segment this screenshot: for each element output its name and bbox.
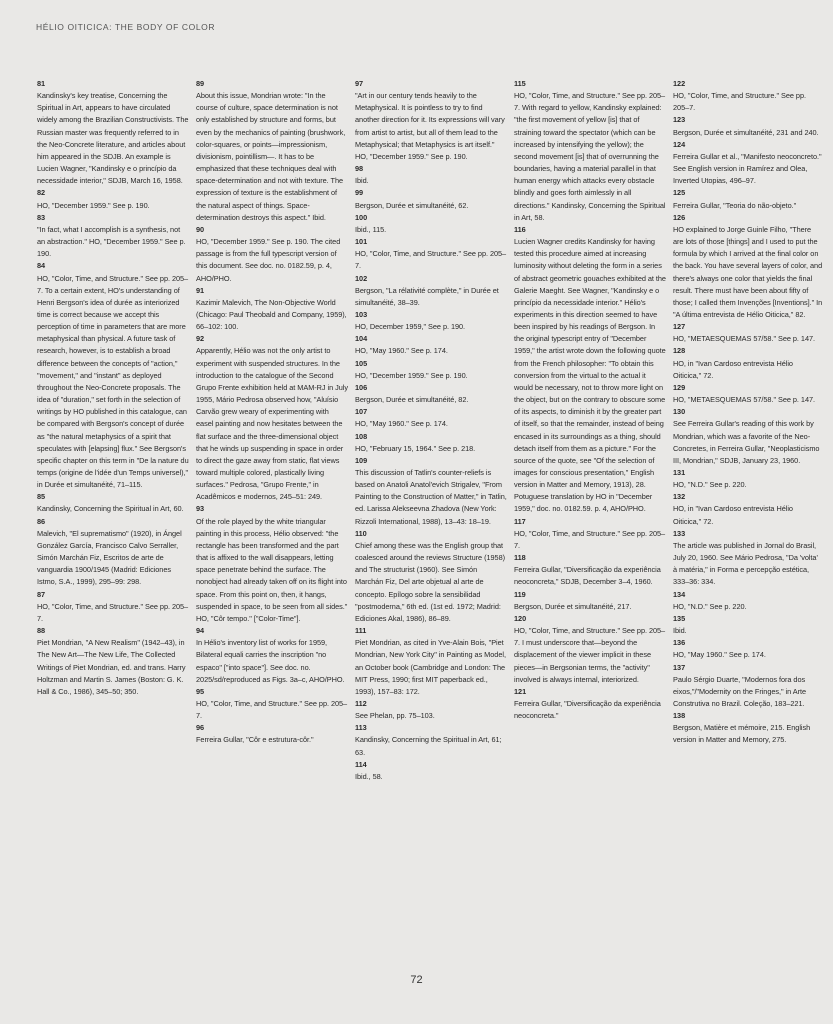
endnote-text: HO, "N.D." See p. 220. bbox=[673, 480, 747, 490]
endnote bbox=[196, 503, 348, 625]
endnote-text: Bergson, Durée et simultanéité, 82. bbox=[355, 395, 469, 405]
endnote bbox=[355, 431, 507, 455]
endnote bbox=[196, 625, 348, 686]
endnote-text: Ferreira Gullar, "Teoria do não-objeto." bbox=[673, 200, 797, 210]
page-number: 72 bbox=[410, 974, 423, 986]
endnote-number: 98 bbox=[355, 164, 364, 174]
endnote-text: Bergson, Matière et mémoire, 215. English version in Matter and Memory, 275. bbox=[673, 723, 811, 745]
endnote bbox=[673, 114, 823, 138]
endnote-number: 110 bbox=[355, 528, 367, 538]
endnote bbox=[514, 78, 666, 224]
endnote-number: 103 bbox=[355, 309, 368, 319]
endnote-number: 121 bbox=[514, 686, 527, 696]
endnote-number: 129 bbox=[673, 382, 686, 392]
endnote bbox=[355, 759, 507, 783]
endnote bbox=[355, 187, 507, 211]
endnote-text: In Hélio's inventory list of works for 1959, Bilateral equali carries the inscription "no espaco" ["into space"]. See doc. no. 2025/sd/reproduced as Figs. 3a–c, AHO/PHO. bbox=[196, 638, 345, 684]
endnote bbox=[355, 236, 507, 272]
endnote-text: Bergson, Durée et simultanéité, 217. bbox=[514, 601, 632, 611]
endnote-number: 133 bbox=[673, 528, 686, 538]
endnote-text: This discussion of Tatlin's counter-reliefs is based on Anatoli Anatol'evich Strigalev, "From Painting to the Construction of Matter," in Tatlin, ed. Larissa Alekseevna Zhadova (New York: Rizzoli International, 1988), 13–43: 18–19. bbox=[355, 468, 507, 526]
endnote-text: HO, "Color, Time, and Structure." See pp. 205–7. To a certain extent, HO's understanding of Henri Bergson's idea of durée as interiorized time is correct because we accept this perception of time in parameters that are more metaphysical than physical. A future task of research, however, is to establish a broad difference between the concepts of "action," "movement," and "instant" as deployed throughout the Neo-Concrete proposals. The idea of "duration," set forth in the selection of writings by HO published in this catalogue, can be compared with Bergson's concept of durée as "the natural metaphysics of a spirit that speculates with [elapsing] flux." See Bergson's specific chapter on this term in "De la nature du temps (origine de l'idée d'un Temps universel)," in Durée et simultanéité, 71–115. bbox=[37, 273, 189, 490]
endnote-number: 134 bbox=[673, 589, 686, 599]
endnote bbox=[673, 710, 823, 746]
endnote-text: Ferreira Gullar, "Diversificação da experiência neoconcreta." bbox=[514, 698, 661, 721]
endnote-text: Bergson, Durée et simultanéité, 231 and 240. bbox=[673, 127, 819, 137]
endnote-number: 130 bbox=[673, 407, 686, 417]
endnote-text: HO, "METAESQUEMAS 57/58." See p. 147. bbox=[673, 395, 816, 405]
endnote-number: 83 bbox=[37, 212, 46, 222]
endnote-text: Bergson, "La rélativité complète," in Durée et simultanéité, 38–39. bbox=[355, 285, 499, 307]
endnote-text: HO, "May 1960." See p. 174. bbox=[355, 346, 448, 356]
endnote-text: HO, "May 1960." See p. 174. bbox=[673, 650, 766, 660]
endnote bbox=[514, 552, 666, 588]
endnote-text: Of the role played by the white triangular painting in this process, Hélio observed: "the rectangle has been transformed and the part that is affixed to the wall disappears, letting space penetrate behind the surface. The nonobject had already taken off on its flight into space. From this point on, then, it hangs, suspended in space, to be seen from all sides." HO, "Côr tempo." ["Color-Time"]. bbox=[196, 516, 348, 623]
endnote bbox=[673, 637, 823, 661]
endnote bbox=[355, 358, 507, 382]
endnote-number: 122 bbox=[673, 79, 686, 88]
endnote bbox=[673, 406, 823, 467]
endnote-text: "Art in our century tends heavily to the Metaphysical. It is pointless to try to find another direction for it. Its expressions will vary from artist to artist, but all of them lead to the Metaphysical; that Metaphysics is art itself." HO, "December 1959." See p. 190. bbox=[355, 91, 505, 161]
endnote-number: 91 bbox=[196, 285, 205, 295]
endnote-text: Kandinsky, Concerning the Spiritual in Art, 61; 63. bbox=[355, 735, 502, 757]
endnote-text: HO, "Color, Time, and Structure." See pp. 205–7. bbox=[514, 528, 666, 550]
endnote-number: 81 bbox=[37, 79, 46, 88]
endnote-number: 100 bbox=[355, 212, 368, 222]
endnote-text: Kazimir Malevich, The Non-Objective World (Chicago: Paul Theobald and Company, 1959), 66–102: 100. bbox=[196, 297, 347, 332]
endnote-number: 108 bbox=[355, 431, 368, 441]
notes-column-3 bbox=[355, 78, 507, 783]
endnote-number: 104 bbox=[355, 334, 368, 344]
endnote-text: About this issue, Mondrian wrote: "In the course of culture, space determination is not only established by structure and forms, but even by the mechanics of painting (brushwork, color-squares, or points—impressionism, divisionism, pointillism—. It has to be emphasized that these techniques deal with space-determination and not with texture. The expression of texture is the establishment of the natural aspect of things. Space-determination destroys this aspect." Ibid. bbox=[196, 91, 346, 222]
endnote-text: HO, in "Ivan Cardoso entrevista Hélio Oiticica," 72. bbox=[673, 504, 793, 526]
endnote-number: 136 bbox=[673, 638, 686, 648]
endnote-number: 109 bbox=[355, 455, 368, 465]
endnote-number: 96 bbox=[196, 723, 205, 733]
endnote bbox=[37, 589, 189, 625]
endnote bbox=[355, 455, 507, 528]
endnote-text: Ferreira Gullar et al., "Manifesto neoconcreto." See English version in Ramírez and Olea, Inverted Utopias, 496–97. bbox=[673, 151, 822, 186]
endnote-number: 138 bbox=[673, 711, 686, 721]
endnote-number: 124 bbox=[673, 139, 686, 149]
endnote bbox=[37, 187, 189, 211]
endnote-number: 82 bbox=[37, 188, 46, 198]
endnote-number: 125 bbox=[673, 188, 686, 198]
endnote-text: HO, December 1959," See p. 190. bbox=[355, 322, 466, 332]
endnote bbox=[355, 382, 507, 406]
endnote bbox=[355, 406, 507, 430]
endnote bbox=[355, 333, 507, 357]
endnote bbox=[355, 528, 507, 625]
endnote-number: 84 bbox=[37, 261, 46, 271]
endnote-number: 86 bbox=[37, 516, 46, 526]
endnote-text: Piet Mondrian, as cited in Yve-Alain Bois, "Piet Mondrian, New York City" in Painting as Model, an October book (Cambridge and London: The MIT Press, 1990; first MIT paperback ed., 1993), 157–83: 172. bbox=[355, 638, 506, 696]
endnote-number: 115 bbox=[514, 79, 526, 88]
endnote-number: 92 bbox=[196, 334, 205, 344]
endnote bbox=[514, 613, 666, 686]
notes-column-4 bbox=[514, 78, 666, 722]
endnote-text: HO, "Color, Time, and Structure." See pp. 205–7. bbox=[196, 698, 348, 721]
running-header: HÉLIO OITICICA: THE BODY OF COLOR bbox=[36, 22, 216, 32]
endnote-number: 94 bbox=[196, 626, 205, 636]
endnote-text: "In fact, what I accomplish is a synthesis, not an abstraction." HO, "December 1959." See p. 190. bbox=[37, 224, 186, 259]
endnote-number: 111 bbox=[355, 626, 367, 636]
endnote bbox=[673, 491, 823, 527]
endnote-text: Ibid., 58. bbox=[355, 771, 383, 781]
endnote-number: 99 bbox=[355, 188, 364, 198]
endnote-text: Bergson, Durée et simultanéité, 62. bbox=[355, 200, 469, 210]
endnote-text: Paulo Sérgio Duarte, "Modernos fora dos eixos,"/"Modernity on the Fringes," in Arte Construtiva no Brazil. Coleção, 183–221. bbox=[673, 674, 807, 708]
endnote bbox=[355, 78, 507, 163]
endnote-text: Piet Mondrian, "A New Realism" (1942–43), in The New Art—The New Life, The Collected Writings of Piet Mondrian, ed. and trans. Harry Holtzman and Martin S. James (Boston: G. K. Hall & Co., 1986), 345–50; 350. bbox=[37, 638, 186, 696]
endnote-text: HO, "February 15, 1964." See p. 218. bbox=[355, 443, 476, 453]
endnote bbox=[196, 285, 348, 334]
endnote bbox=[673, 613, 823, 637]
endnote-text: Lucien Wagner credits Kandinsky for having tested this procedure aimed at increasing luminosity without deleting the form in a series of abstract geometric gouaches exhibited at the Galerie Maeght. See Wagner, "Kandinsky e o princípio da necessidade interior." Hélio's experiments in this direction seemed to have been inspired by his readings of Bergson. In the original typescript entry of "December 1959," the artist wrote down the following quote from the French philosopher: "To obtain this conversion from the virtual to the actual it would be necessary, not to throw more light on the object, but on the contrary to obscure some of its aspects, to diminish it by the greater part of itself, so that the remainder, instead of being encased in its surroundings as a thing, should detach itself from them as a picture." For the source of the quote, see "Of the selection of images for conscious presentation," English version in Matter and Memory, 1913), 28. Potuguese translation by HO in "December 1959," doc. no. 0182.59. p. 4, AHO/PHO. bbox=[514, 237, 666, 514]
endnote bbox=[673, 78, 823, 114]
endnote bbox=[673, 345, 823, 381]
endnote-number: 118 bbox=[514, 553, 526, 563]
endnote bbox=[673, 662, 823, 711]
notes-column-2 bbox=[196, 78, 348, 747]
endnote-number: 112 bbox=[355, 698, 367, 708]
endnote-text: Kandinsky, Concerning the Spiritual in Art, 60. bbox=[37, 504, 184, 514]
endnote-number: 132 bbox=[673, 492, 686, 502]
endnote bbox=[37, 78, 189, 187]
endnote-number: 114 bbox=[355, 759, 367, 769]
endnote bbox=[355, 309, 507, 333]
endnote-number: 135 bbox=[673, 613, 686, 623]
endnote-number: 90 bbox=[196, 224, 205, 234]
endnote bbox=[673, 187, 823, 211]
endnote-number: 127 bbox=[673, 322, 686, 332]
endnote-number: 116 bbox=[514, 224, 526, 234]
endnote-text: Ferreira Gullar, "Côr e estrutura-côr." bbox=[196, 735, 314, 745]
endnote bbox=[673, 321, 823, 345]
endnote bbox=[673, 589, 823, 613]
endnote bbox=[673, 382, 823, 406]
endnote-number: 95 bbox=[196, 686, 205, 696]
endnote-number: 131 bbox=[673, 468, 686, 477]
endnote bbox=[514, 516, 666, 552]
endnote bbox=[673, 139, 823, 188]
endnote-number: 128 bbox=[673, 346, 686, 356]
endnote bbox=[37, 260, 189, 491]
endnote bbox=[37, 491, 189, 515]
notes-column-1 bbox=[37, 78, 189, 698]
endnote-number: 119 bbox=[514, 589, 526, 599]
endnote bbox=[355, 722, 507, 758]
endnote bbox=[514, 686, 666, 722]
endnote-number: 117 bbox=[514, 516, 526, 526]
endnote-number: 85 bbox=[37, 492, 46, 502]
endnote-text: Ibid. bbox=[355, 176, 369, 186]
endnote-text: HO explained to Jorge Guinle Filho, "There are lots of those [things] and I used to put the formula by which I arrived at the final color on the back. You have several layers of color, and there's always one color that yields the final result. There must have been about fifty of those; I called them Invenções [Inventions]." In "A última entrevista de Hélio Oiticica," 82. bbox=[673, 224, 823, 319]
endnote-text: Chief among these was the English group that coalesced around the reviews Structure (1958) and The structurist (1960). See Simón Marchán Fiz, Del arte objetual al arte de concepto. Epílogo sobre la sensibilidad "postmoderna," 6th ed. (1st ed. 1972; Madrid: Ediciones Akal, 1986), 86–89. bbox=[355, 540, 506, 623]
endnote bbox=[514, 224, 666, 516]
endnote-text: HO, "Color, Time, and Structure." See pp. 205–7. bbox=[355, 249, 507, 271]
endnote-text: Ibid., 115. bbox=[355, 224, 387, 234]
endnote-number: 123 bbox=[673, 115, 686, 125]
endnote-number: 97 bbox=[355, 79, 364, 88]
endnote-number: 106 bbox=[355, 382, 368, 392]
endnote-text: Malevich, "El suprematismo" (1920), in Ángel González García, Francisco Calvo Serraller, Simón Marchán Fiz, Escritos de arte de vanguardia 1900/1945 (Madrid: Ediciones Istmo, S.A., 1999), 295–99: 298. bbox=[37, 528, 182, 587]
endnote bbox=[196, 224, 348, 285]
endnote-text: HO, "Color, Time, and Structure." See pp. 205–7. I must underscore that—beyond the displacement of the viewer implicit in these pieces—in Bergsonian terms, the "activity" involved is always internal, interiorized. bbox=[514, 626, 666, 684]
endnote-number: 87 bbox=[37, 589, 46, 599]
endnote-number: 88 bbox=[37, 626, 46, 636]
endnote-text: Kandinsky's key treatise, Concerning the Spiritual in Art, appears to have circulated widely among the Brazilian Constructivists. The Russian master was frequently referred to in the Neo-Concrete literature, and articles about him appeared in the SDJB. An example is Lucien Wagner, "Kandinsky e o princípio da necessidade interior," SDJB, March 16, 1958. bbox=[37, 91, 189, 186]
endnote bbox=[673, 212, 823, 321]
endnote-text: HO, "Color, Time, and Structure." See pp. 205–7. bbox=[673, 91, 806, 113]
endnote bbox=[514, 589, 666, 613]
endnote bbox=[196, 333, 348, 503]
endnote-text: Ibid. bbox=[673, 626, 687, 636]
endnote-number: 120 bbox=[514, 613, 527, 623]
endnote-number: 105 bbox=[355, 358, 368, 368]
endnote-text: The article was published in Jornal do Brasil, July 20, 1960. See Mário Pedrosa, "Da 'volta' à matéria," in Forma e percepção estética, 333–36: 334. bbox=[673, 540, 818, 587]
endnote bbox=[196, 686, 348, 722]
endnote bbox=[37, 516, 189, 589]
endnote bbox=[355, 212, 507, 236]
endnote-text: HO, "METAESQUEMAS 57/58." See p. 147. bbox=[673, 334, 816, 344]
endnote-text: HO, in "Ivan Cardoso entrevista Hélio Oiticica," 72. bbox=[673, 358, 793, 380]
endnote-text: HO, "N.D." See p. 220. bbox=[673, 601, 747, 611]
endnote bbox=[355, 273, 507, 309]
endnote bbox=[355, 625, 507, 698]
endnote bbox=[355, 163, 507, 187]
endnote-text: Ferreira Gullar, "Diversificação da experiência neoconcreta," SDJB, December 3–4, 1960. bbox=[514, 565, 661, 587]
endnote-text: See Ferreira Gullar's reading of this work by Mondrian, which was a favorite of the Neo-Concretes, in Ferreira Gullar, "Neoplasticismo III, Mondrian," SDJB, January 23, 1960. bbox=[673, 419, 820, 465]
endnote-text: See Phelan, pp. 75–103. bbox=[355, 711, 435, 721]
endnote-text: HO, "Color, Time, and Structure." See pp. 205–7. bbox=[37, 601, 189, 623]
notes-column-5 bbox=[673, 78, 823, 747]
endnote-number: 137 bbox=[673, 662, 686, 672]
endnote-text: HO, "May 1960." See p. 174. bbox=[355, 419, 448, 429]
endnote bbox=[673, 528, 823, 589]
endnote-text: Apparently, Hélio was not the only artist to experiment with suspended structures. In the introduction to the catalogue of the Second Grupo Frente exhibition held at MAM-RJ in July 1955, Mário Pedrosa observed how, "Aluísio Carvão grew weary of experimenting with easel painting and now hesitates between the flat surface and the three-dimensional object that he winds up suspending in space in order to direct the gaze away from static, flat views toward multiple colored, plastically living surfaces." Pedrosa, "Grupo Frente," in Acadêmicos e modernos, 245–51: 249. bbox=[196, 346, 348, 502]
endnote bbox=[673, 467, 823, 491]
endnote-text: HO, "December 1959." See p. 190. The cited passage is from the full typescript version of this document. See doc. no. 0182.59, p. 4, AHO/PHO. bbox=[196, 237, 341, 283]
endnote bbox=[196, 78, 348, 224]
endnote-number: 126 bbox=[673, 212, 686, 222]
endnote-number: 107 bbox=[355, 407, 368, 417]
endnote-number: 113 bbox=[355, 723, 367, 733]
endnote bbox=[196, 722, 348, 746]
endnote-number: 89 bbox=[196, 79, 205, 88]
endnote-text: HO, "Color, Time, and Structure." See pp. 205–7. With regard to yellow, Kandinsky explained: "the first movement of yellow [is] that of straining toward the spectator (which can be increased by intensifying the yellow); the second movement [is] that of overrunning the boundaries, having a material parallel in that human energy which attacks every obstacle blindly and goes forth aimlessly in all directions." Kandinsky, Concerning the Spiritual in Art, 58. bbox=[514, 91, 666, 222]
endnote-text: HO, "December 1959." See p. 190. bbox=[37, 200, 150, 210]
endnote bbox=[355, 698, 507, 722]
endnote-number: 101 bbox=[355, 237, 368, 247]
endnote-number: 93 bbox=[196, 504, 205, 514]
endnote-text: HO, "December 1959." See p. 190. bbox=[355, 370, 468, 380]
endnote bbox=[37, 625, 189, 698]
endnote-number: 102 bbox=[355, 273, 368, 283]
endnote bbox=[37, 212, 189, 261]
